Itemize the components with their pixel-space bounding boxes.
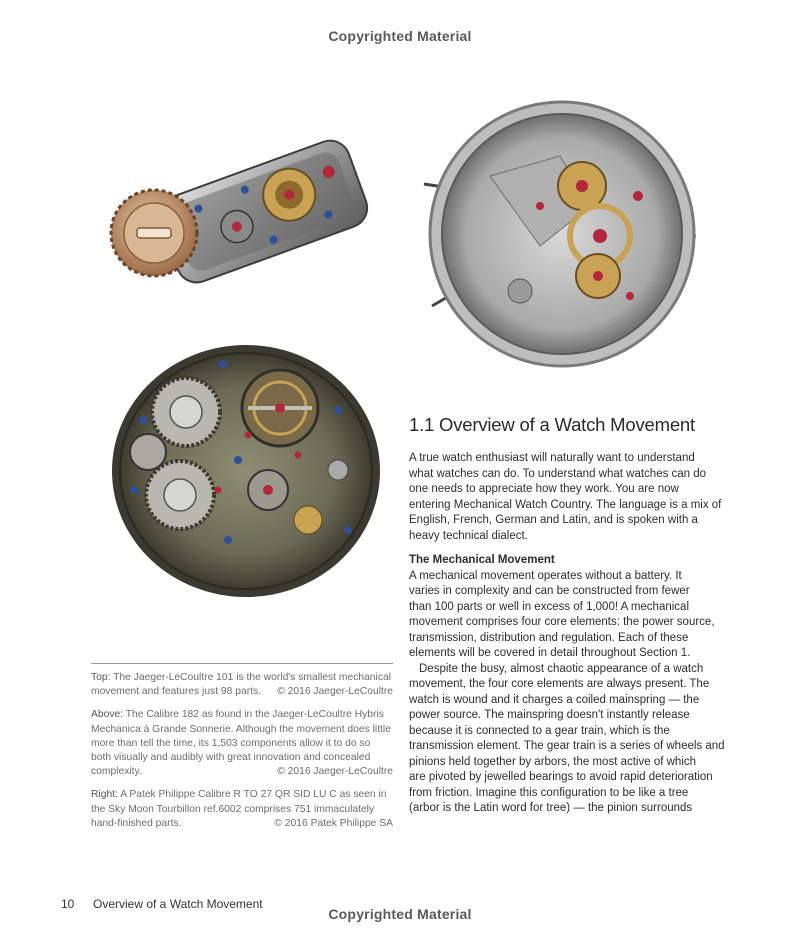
caption-line: hand-finished parts. xyxy=(91,817,182,829)
body-line: varies in complexity and can be constructed from fewer xyxy=(409,585,690,597)
caption-line: Mechanica à Grande Sonnerie. Although the movement does little xyxy=(91,723,391,735)
running-title: Overview of a Watch Movement xyxy=(93,897,263,911)
photo-jlc-101-movement xyxy=(104,120,374,300)
body-line: what watches can do. To understand what watches can do xyxy=(409,467,707,480)
caption-line: A Patek Philippe Calibre R TO 27 QR SID LU C as seen in xyxy=(120,789,387,801)
section-heading: 1.1 Overview of a Watch Movement xyxy=(409,414,695,435)
watermark-bottom: Copyrighted Material xyxy=(328,906,472,922)
caption-above xyxy=(91,708,393,779)
body-line: elements will be covered in detail throughout Section 1. xyxy=(409,647,691,659)
body-line: movement comprises four core elements: the power source, xyxy=(409,616,715,628)
body-line: pinions held together by arbors, the most active of which xyxy=(409,755,697,768)
caption-line: both visually and audibly with great innovation and concealed xyxy=(91,752,371,764)
body-line: transmission element. The gear train is a series of wheels and xyxy=(409,740,725,752)
body-line: from friction. Imagine this configuration to be like a tree xyxy=(409,786,689,799)
page-number: 10 xyxy=(61,897,75,911)
body-line: A true watch enthusiast will naturally want to understand xyxy=(409,452,695,464)
body-line: than 100 parts or well in excess of 1,000! A mechanical xyxy=(409,600,689,613)
subheading: The Mechanical Movement xyxy=(409,554,555,566)
body-line: English, French, German and Latin, and is spoken with a xyxy=(409,514,698,526)
caption-line: movement and features just 98 parts. xyxy=(91,686,261,698)
caption-line: The Jaeger-LeCoultre 101 is the world's smallest mechanical xyxy=(113,672,391,683)
caption-line: more than tell the time, its 1,503 components allow it to do so xyxy=(91,737,371,749)
body-line: power source. The mainspring doesn't instantly release xyxy=(409,709,690,721)
body-line: entering Mechanical Watch Country. The language is a mix of xyxy=(409,498,722,511)
caption-credit: © 2016 Patek Philippe SA xyxy=(274,817,393,829)
body-line: one needs to appreciate how they work. You are now xyxy=(409,483,679,495)
body-line: heavy technical dialect. xyxy=(409,529,528,542)
body-line: transmission, distribution and regulation. Each of these xyxy=(409,631,689,644)
caption-lead: Right: xyxy=(91,789,118,801)
caption-line: the Sky Moon Tourbillon ref.6002 comprises 751 immaculately xyxy=(91,803,375,815)
caption-line: complexity. xyxy=(91,766,142,778)
caption-line: The Calibre 182 as found in the Jaeger-LeCoultre Hybris xyxy=(125,709,384,721)
photo-calibre-182-movement xyxy=(108,340,384,602)
caption-lead: Top: xyxy=(91,672,111,683)
caption-top xyxy=(91,671,393,699)
watermark-top: Copyrighted Material xyxy=(328,28,472,44)
article-body xyxy=(409,451,725,817)
body-line: are pivoted by jewelled bearings to avoid rapid deterioration xyxy=(409,771,713,783)
body-line: because it is connected to a gear train, which is the xyxy=(409,724,670,737)
body-line: movement, the four core elements are always present. The xyxy=(409,678,710,690)
body-line: (arbor is the Latin word for tree) — the pinion surrounds xyxy=(409,802,693,814)
body-line: watch is wound and it charges a coiled mainspring — the xyxy=(409,693,700,706)
caption-credit: © 2016 Jaeger-LeCoultre xyxy=(277,686,393,698)
caption-lead: Above: xyxy=(91,709,124,721)
body-line: Despite the busy, almost chaotic appearance of a watch xyxy=(419,662,704,675)
caption-credit: © 2016 Jaeger-LeCoultre xyxy=(277,766,393,778)
caption-right xyxy=(91,788,393,831)
photo-patek-philippe-movement xyxy=(420,96,698,374)
body-line: A mechanical movement operates without a battery. It xyxy=(409,569,682,582)
photo-captions xyxy=(91,663,393,840)
